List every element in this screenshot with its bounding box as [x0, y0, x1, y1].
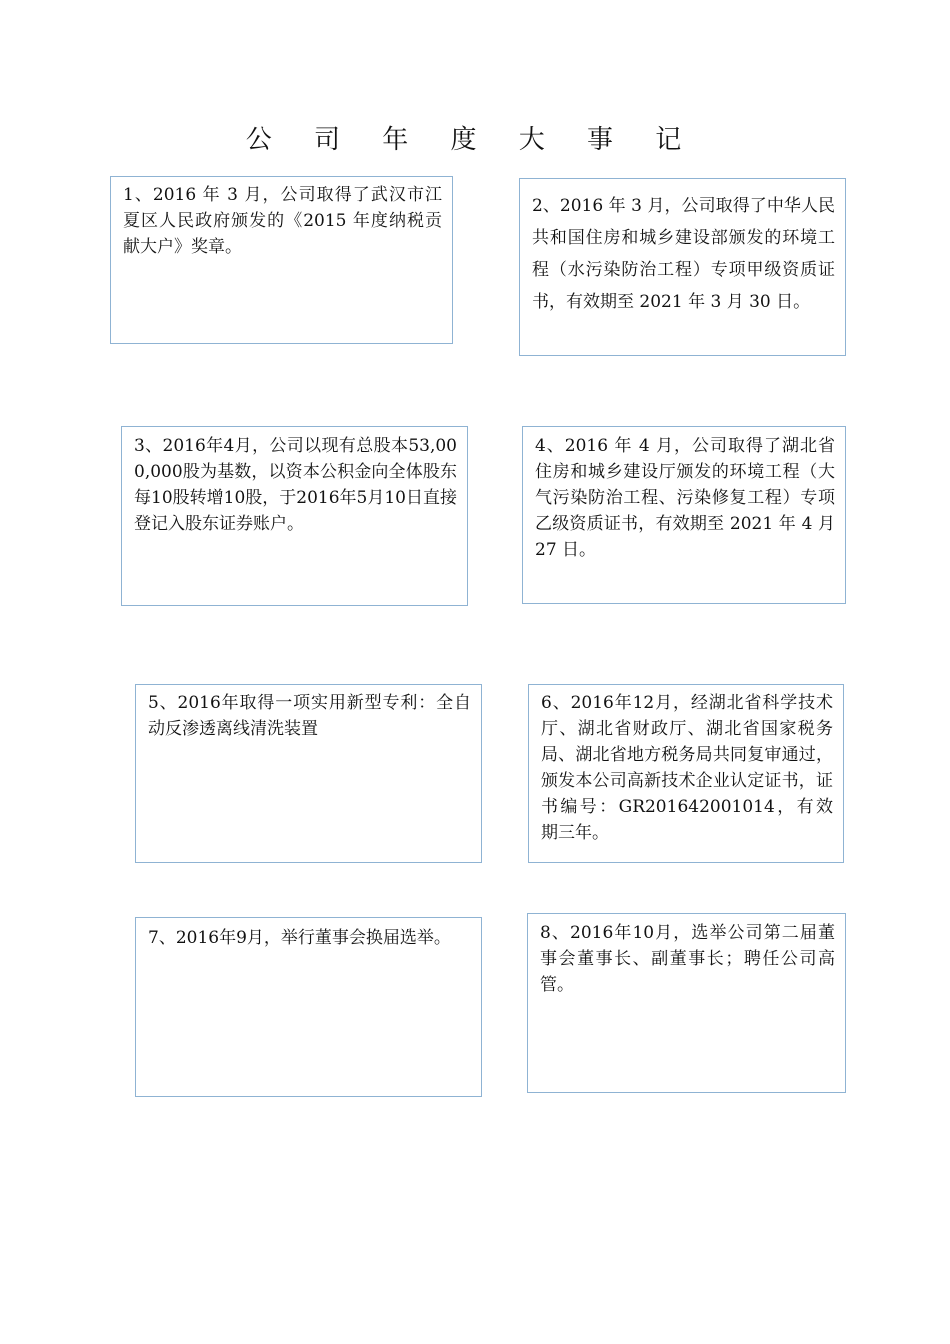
event-text-5: 5、2016年取得一项实用新型专利：全自动反渗透离线清洗装置 [148, 693, 471, 739]
event-box-2 [519, 178, 846, 356]
event-box-6 [528, 684, 844, 863]
event-text-1: 1、2016 年 3 月，公司取得了武汉市江夏区人民政府颁发的《2015 年度纳税贡献大户》奖章。 [123, 185, 442, 257]
event-box-7 [135, 917, 482, 1097]
event-box-8 [527, 913, 846, 1093]
event-text-4: 4、2016 年 4 月，公司取得了湖北省住房和城乡建设厅颁发的环境工程（大气污染防治工程、污染修复工程）专项乙级资质证书，有效期至 2021 年 4 月 27 日。 [535, 436, 835, 560]
event-text-3: 3、2016年4月，公司以现有总股本53,000,000股为基数，以资本公积金向全体股东每10股转增10股，于2016年5月10日直接登记入股东证券账户。 [134, 436, 457, 534]
page-title: 公 司 年 度 大 事 记 [245, 125, 699, 155]
event-box-1 [110, 176, 453, 344]
event-text-7: 7、2016年9月，举行董事会换届选举。 [148, 928, 451, 948]
event-box-4 [522, 426, 846, 604]
event-box-5 [135, 684, 482, 863]
event-box-3 [121, 426, 468, 606]
event-text-2: 2、2016 年 3 月，公司取得了中华人民共和国住房和城乡建设部颁发的环境工程（水污染防治工程）专项甲级资质证书，有效期至 2021 年 3 月 30 日。 [532, 196, 835, 312]
event-text-8: 8、2016年10月，选举公司第二届董事会董事长、副董事长；聘任公司高管。 [540, 923, 835, 995]
event-text-6: 6、2016年12月，经湖北省科学技术厅、湖北省财政厅、湖北省国家税务局、湖北省地方税务局共同复审通过，颁发本公司高新技术企业认定证书，证书编号：GR201642001014，有效期三年。 [541, 693, 833, 843]
